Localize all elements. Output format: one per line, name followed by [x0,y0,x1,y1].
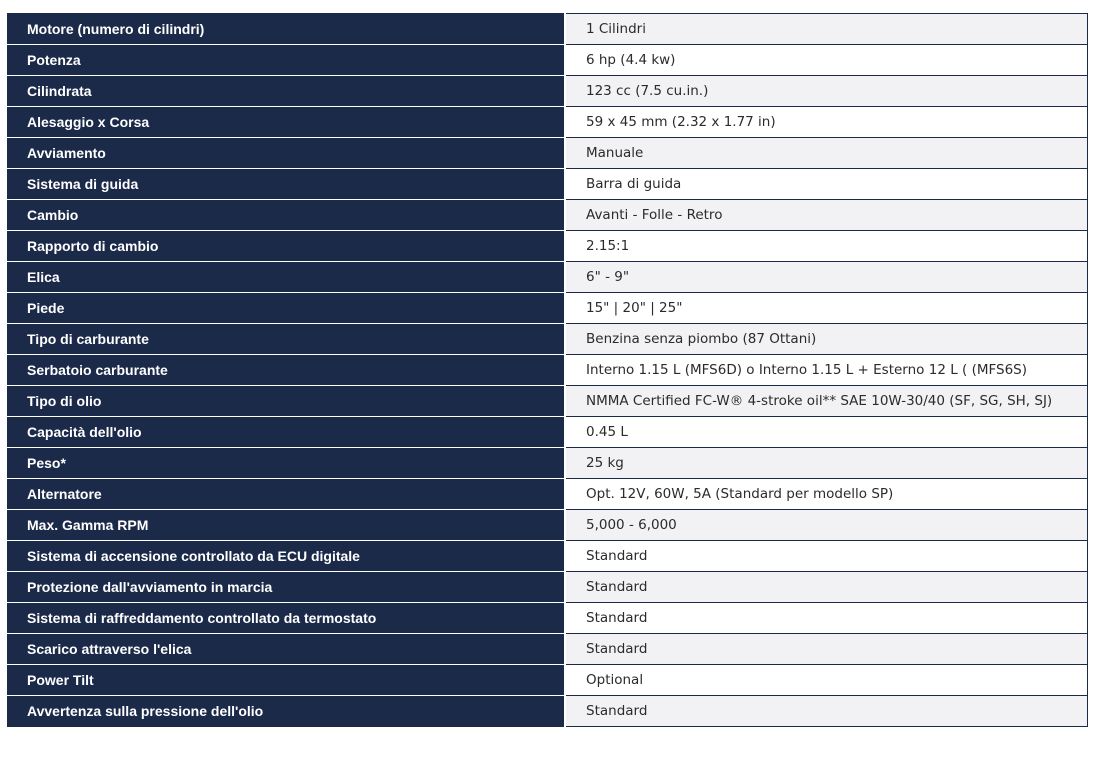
spec-table [7,13,1088,727]
spec-value: 5,000 - 6,000 [565,510,1088,541]
spec-label: Capacità dell'olio [7,417,565,448]
spec-label: Potenza [7,45,565,76]
table-row [7,603,1088,634]
spec-value: 2.15:1 [565,231,1088,262]
spec-value: Opt. 12V, 60W, 5A (Standard per modello SP) [565,479,1088,510]
spec-value: Barra di guida [565,169,1088,200]
table-row [7,696,1088,727]
table-row [7,448,1088,479]
spec-value: Benzina senza piombo (87 Ottani) [565,324,1088,355]
table-row [7,510,1088,541]
spec-value: 15" | 20" | 25" [565,293,1088,324]
table-row [7,262,1088,293]
spec-label: Scarico attraverso l'elica [7,634,565,665]
spec-label: Motore (numero di cilindri) [7,14,565,45]
spec-value: 25 kg [565,448,1088,479]
table-row [7,107,1088,138]
spec-label: Serbatoio carburante [7,355,565,386]
table-row [7,324,1088,355]
spec-label: Peso* [7,448,565,479]
spec-label: Cilindrata [7,76,565,107]
spec-label: Power Tilt [7,665,565,696]
spec-label: Tipo di olio [7,386,565,417]
table-row [7,138,1088,169]
table-row [7,417,1088,448]
spec-label: Alesaggio x Corsa [7,107,565,138]
table-row [7,200,1088,231]
spec-label: Elica [7,262,565,293]
table-row [7,293,1088,324]
table-row [7,572,1088,603]
spec-value: Manuale [565,138,1088,169]
spec-value: Optional [565,665,1088,696]
table-row [7,14,1088,45]
spec-label: Piede [7,293,565,324]
spec-value: 0.45 L [565,417,1088,448]
spec-value: Interno 1.15 L (MFS6D) o Interno 1.15 L + Esterno 12 L ( (MFS6S) [565,355,1088,386]
spec-value: Standard [565,634,1088,665]
spec-value: Standard [565,603,1088,634]
spec-value: NMMA Certified FC-W® 4-stroke oil** SAE 10W-30/40 (SF, SG, SH, SJ) [565,386,1088,417]
spec-label: Alternatore [7,479,565,510]
spec-label: Avviamento [7,138,565,169]
table-row [7,169,1088,200]
spec-label: Avvertenza sulla pressione dell'olio [7,696,565,727]
spec-value: 59 x 45 mm (2.32 x 1.77 in) [565,107,1088,138]
spec-value: 6 hp (4.4 kw) [565,45,1088,76]
table-row [7,386,1088,417]
spec-label: Rapporto di cambio [7,231,565,262]
table-row [7,665,1088,696]
spec-label: Max. Gamma RPM [7,510,565,541]
spec-label: Sistema di raffreddamento controllato da termostato [7,603,565,634]
spec-label: Cambio [7,200,565,231]
spec-value: Avanti - Folle - Retro [565,200,1088,231]
table-row [7,479,1088,510]
table-row [7,541,1088,572]
spec-label: Sistema di guida [7,169,565,200]
spec-value: Standard [565,696,1088,727]
spec-value: Standard [565,572,1088,603]
spec-value: Standard [565,541,1088,572]
spec-value: 1 Cilindri [565,14,1088,45]
spec-table-body [7,14,1088,727]
spec-label: Protezione dall'avviamento in marcia [7,572,565,603]
table-row [7,355,1088,386]
spec-value: 6" - 9" [565,262,1088,293]
spec-label: Tipo di carburante [7,324,565,355]
table-row [7,634,1088,665]
table-row [7,231,1088,262]
spec-label: Sistema di accensione controllato da ECU digitale [7,541,565,572]
spec-value: 123 cc (7.5 cu.in.) [565,76,1088,107]
table-row [7,45,1088,76]
table-row [7,76,1088,107]
